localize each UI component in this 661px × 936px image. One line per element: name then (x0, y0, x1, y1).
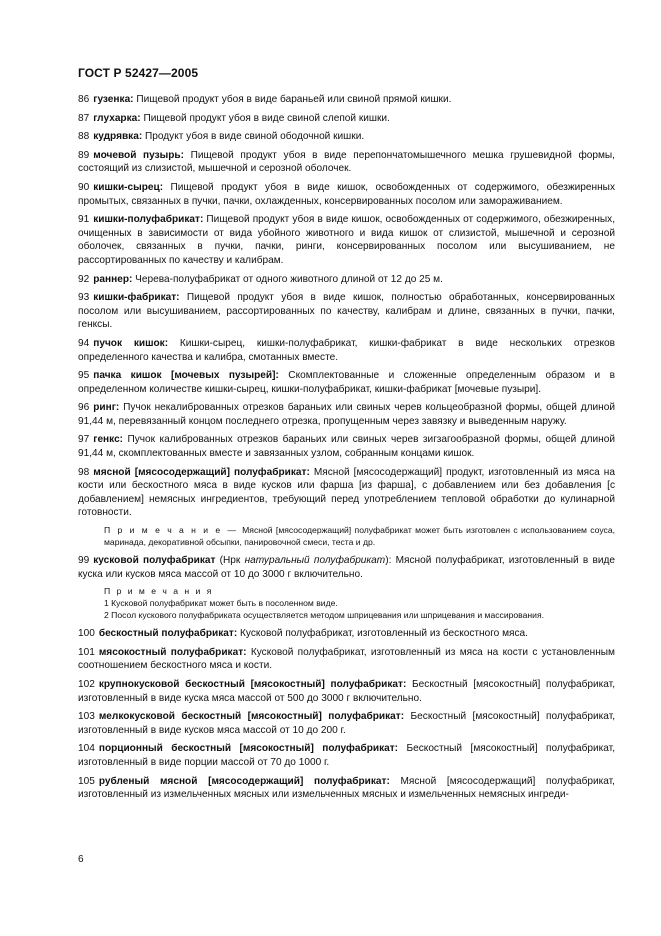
term-definition: Черева-полуфабрикат от одного животного длиной от 12 до 25 м. (135, 273, 443, 285)
term-definition: Пищевой продукт убоя в виде свиной слепой кишки. (143, 112, 390, 124)
term-entry-100: 100 бескостный полуфабрикат: Кусковой полуфабрикат, изготовленный из бескостного мяса. (78, 628, 528, 640)
term-entry-92: 92 раннер: Черева-полуфабрикат от одного животного длиной от 12 до 25 м. (78, 273, 443, 285)
term-name: ринг: (93, 402, 120, 414)
term-name: кудрявка: (93, 131, 143, 143)
term-entry-103: 103 мелкокусковой бескостный [мясокостный] полуфабрикат: Бескостный [мясокостный] полуфабрикат, изготовленный в виде кусков мяса массой от 10 до 200 г. (78, 711, 616, 736)
term-name: кишки-полуфабрикат: (93, 214, 204, 226)
term-name: крупнокусковой бескостный [мясокостный] полуфабрикат: (98, 679, 407, 690)
term-definition: Кишки-сырец, кишки-полуфабрикат, кишки-фабрикат в виде нескольких отрезков определенного качества и калибра, смотанных вместе. (78, 337, 615, 363)
term-entry-102: 102 крупнокусковой бескостный [мясокостный] полуфабрикат: Бескостный [мясокостный] полуфабрикат, изготовленный в виде куска мяса массой от 500 до 3000 г включительно. (78, 679, 615, 704)
term-name: гузенка: (93, 94, 134, 105)
term-name: порционный бескостный [мясокостный] полуфабрикат: (98, 743, 399, 755)
term-definition: Скомплектованные и сложенные определенным образом и в определенном количестве кишки-сырец, кишки-полуфабрикат, кишки-фабрикат [мочевые пузыри]. (78, 370, 615, 395)
term-definition: Пучок калиброванных отрезков бараньих или свиных черев зигзагообразной формы, общей длиной 91,44 м, скомплектованных вместе и завязанных узлом, собранным концами кишок. (78, 434, 615, 460)
term-definition: Пищевой продукт убоя в виде кишок, освобожденных от содержимого, обезжиренных, очищенных в зависимости от вида убойного животного и вида кишок от слизистой, мышечной и серозной оболочек, связанных в пучки, пачки, ринги, консервированных посолом или высушиванием, не рассортированных по качеству и калибрам. (78, 214, 615, 266)
term-definition: Бескостный [мясокостный] полуфабрикат, изготовленный в виде порции массой от 70 до 1000 г. (78, 743, 615, 768)
term-entry-96: 96 ринг: Пучок некалиброванных отрезков бараньих или свиных черев кольцеобразной формы, общей длиной 91,44 м, перевязанный концом последнего отрезка, пропущенным через завязку и выведенным наружу. (78, 402, 616, 427)
term-name: мочевой пузырь: (93, 149, 184, 161)
term-definition: Пищевой продукт убоя в виде бараньей или свиной прямой кишки. (136, 94, 452, 105)
note-text: Мясной [мясосодержащий] полуфабрикат может быть изготовлен с использованием соуса, маринада, декоративной обсыпки, панировочной смеси, теста и др. (104, 525, 615, 548)
term-name: пучок кишок: (93, 337, 169, 349)
note-98 (78, 524, 615, 548)
term-name: пачка кишок [мочевых пузырей]: (93, 370, 279, 382)
note-label: П р и м е ч а н и е — (104, 525, 239, 536)
term-definition: Кусковой полуфабрикат, изготовленный из бескостного мяса. (240, 628, 528, 640)
term-entry-88: 88 кудрявка: Продукт убоя в виде свиной ободочной кишки. (78, 131, 365, 143)
term-definition: Пищевой продукт убоя в виде кишок, полностью обработанных, консервированных посолом или высушиванием, рассортированных по качеству, калибрам и длине, связанных в пучки, пачки, генксы. (78, 292, 615, 331)
note-item: 2 Посол кускового полуфабриката осуществляется методом шприцевания или шприцевания и массирования. (104, 610, 545, 621)
term-definition: Пищевой продукт убоя в виде перепончатомышечного мешка грушевидной формы, состоящий из слизистой, мышечной и серозной оболочек. (78, 149, 615, 175)
terms-list (78, 93, 615, 807)
term-definition: Пучок некалиброванных отрезков бараньих или свиных черев кольцеобразной формы, общей длиной 91,44 м, перевязанный концом последнего отрезка, пропущенным через завязку и выведенным наружу. (78, 402, 616, 427)
term-definition: Мясной [мясосодержащий] продукт, изготовленный из мяса на кости или бескостного мяса в виде кусков или фарша [из фарша], с добавлением или без добавления [с добавлением] немясных ингредиентов, требующий перед употреблением тепловой обработки до кулинарной готовности. (78, 466, 615, 519)
term-definition: Бескостный [мясокостный] полуфабрикат, изготовленный в виде куска мяса массой от 500 до 3000 г включительно. (78, 679, 615, 704)
term-definition: Пищевой продукт убоя в виде кишок, освобожденных от содержимого, обезжиренных промытых, связанных в пучки, пачки, охлажденных, консервированных посолом или замораживанием. (78, 181, 615, 207)
term-entry-89: 89 мочевой пузырь: Пищевой продукт убоя в виде перепончатомышечного мешка грушевидной формы, состоящий из слизистой, мышечной и серозной оболочек. (78, 149, 615, 175)
term-entry-87: 87 глухарка: Пищевой продукт убоя в виде свиной слепой кишки. (78, 112, 390, 124)
term-entry-91: 91 кишки-полуфабрикат: Пищевой продукт убоя в виде кишок, освобожденных от содержимого, обезжиренных, очищенных в зависимости от вида убойного животного и вида кишок от слизистой, мышечной и серозной оболочек, связанных в пучки, пачки, ринги, консервированных посолом или высушиванием, не рассортированных по качеству и калибрам. (78, 214, 615, 266)
term-name: кусковой полуфабрикат (93, 555, 216, 567)
term-entry-97: 97 генкс: Пучок калиброванных отрезков бараньих или свиных черев зигзагообразной формы, общей длиной 91,44 м, скомплектованных вместе и завязанных узлом, собранным концами кишок. (78, 434, 615, 460)
term-definition: Мясной полуфабрикат, изготовленный в виде куска или кусков мяса массой от 10 до 3000 г включительно. (78, 555, 615, 580)
term-entry-105: 105 рубленый мясной [мясосодержащий] полуфабрикат: Мясной [мясосодержащий] полуфабрикат, изготовленный из измельченных мясных или измельченных мясных и измельченных немясных ингреди- (78, 775, 615, 801)
notes-99 (78, 585, 615, 621)
term-definition: Кусковой полуфабрикат, изготовленный из мяса на кости с установленным соотношением бескостного мяса и кости. (78, 646, 615, 672)
term-definition: Мясной [мясосодержащий] полуфабрикат, изготовленный из измельченных мясных или измельченных мясных и измельченных немясных ингреди- (78, 775, 615, 801)
term-entry-90: 90 кишки-сырец: Пищевой продукт убоя в виде кишок, освобожденных от содержимого, обезжиренных промытых, связанных в пучки, пачки, охлажденных, консервированных посолом или замораживанием. (78, 181, 615, 207)
term-entry-98: 98 мясной [мясосодержащий] полуфабрикат: Мясной [мясосодержащий] продукт, изготовленный из мяса на кости или бескостного мяса в виде кусков или фарша [из фарша], с добавлением или без добавления [с добавлением] немясных ингредиентов, требующий перед употреблением тепловой обработки до кулинарной готовности. (78, 466, 615, 519)
term-entry-104: 104 порционный бескостный [мясокостный] полуфабрикат: Бескостный [мясокостный] полуфабрикат, изготовленный в виде порции массой от 70 до 1000 г. (78, 743, 615, 768)
term-definition: Бескостный [мясокостный] полуфабрикат, изготовленный в виде кусков мяса массой от 10 до 200 г. (78, 711, 616, 736)
term-entry-94: 94 пучок кишок: Кишки-сырец, кишки-полуфабрикат, кишки-фабрикат в виде нескольких отрезков определенного качества и калибра, смотанных вместе. (78, 337, 615, 363)
term-name: рубленый мясной [мясосодержащий] полуфабрикат: (98, 775, 390, 787)
notes-title: П р и м е ч а н и я (104, 586, 214, 597)
term-name: мелкокусковой бескостный [мясокостный] полуфабрикат: (98, 711, 405, 723)
term-name: кишки-сырец: (93, 181, 164, 193)
term-entry-86: 86 гузенка: Пищевой продукт убоя в виде бараньей или свиной прямой кишки. (78, 94, 452, 105)
page-number: 6 (78, 854, 84, 865)
term-entry-99: 99 кусковой полуфабрикат (Нрк натуральный полуфабрикат): Мясной полуфабрикат, изготовленный в виде куска или кусков мяса массой от 10 до 3000 г включительно. (78, 555, 615, 580)
term-name: кишки-фабрикат: (93, 292, 180, 304)
document-header: ГОСТ Р 52427—2005 (78, 66, 199, 80)
term-name: бескостный полуфабрикат: (98, 628, 238, 640)
term-entry-93: 93 кишки-фабрикат: Пищевой продукт убоя в виде кишок, полностью обработанных, консервированных посолом или высушиванием, рассортированных по качеству, калибрам и длине, связанных в пучки, пачки, генксы. (78, 292, 615, 331)
term-name: генкс: (93, 434, 124, 446)
term-name: мясокостный полуфабрикат: (98, 646, 247, 658)
term-name: мясной [мясосодержащий] полуфабрикат: (93, 466, 310, 478)
deprecated-term: натуральный полуфабрикат (244, 555, 386, 567)
term-entry-101: 101 мясокостный полуфабрикат: Кусковой полуфабрикат, изготовленный из мяса на кости с установленным соотношением бескостного мяса и кости. (78, 646, 615, 672)
term-definition: Продукт убоя в виде свиной ободочной кишки. (145, 131, 365, 143)
term-name: раннер: (93, 273, 133, 285)
note-item: 1 Кусковой полуфабрикат может быть в посоленном виде. (104, 598, 338, 609)
term-name: глухарка: (93, 112, 141, 124)
term-entry-95: 95 пачка кишок [мочевых пузырей]: Скомплектованные и сложенные определенным образом и в определенном количестве кишки-сырец, кишки-полуфабрикат, кишки-фабрикат [мочевые пузыри]. (78, 370, 615, 395)
